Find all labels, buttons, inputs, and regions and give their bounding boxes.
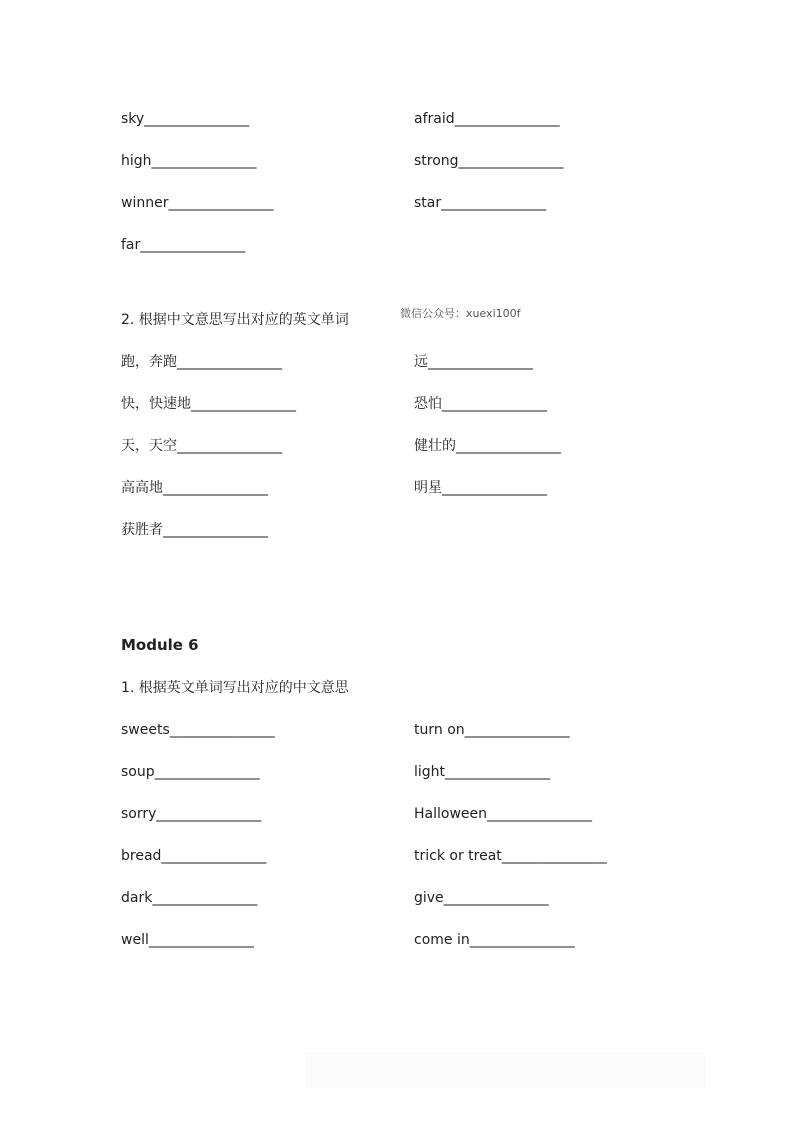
word-entry-sorry: sorry_______________: [121, 806, 262, 822]
word-entry-winner: winner_______________: [121, 195, 274, 211]
module6-heading: 1. 根据英文单词写出对应的中文意思: [121, 680, 349, 696]
word-entry-far: far_______________: [121, 237, 246, 253]
word-entry-halloween: Halloween_______________: [414, 806, 593, 822]
word-entry-sweets: sweets_______________: [121, 722, 275, 738]
word-entry-bread: bread_______________: [121, 848, 267, 864]
word-entry-sky: sky_______________: [121, 111, 250, 127]
word-entry-afraid: afraid_______________: [414, 111, 560, 127]
word-entry-winner-cn: 获胜者_______________: [121, 522, 268, 538]
word-entry-fast: 快，快速地_______________: [121, 396, 296, 412]
word-entry-high: high_______________: [121, 153, 257, 169]
word-entry-trick-or-treat: trick or treat_______________: [414, 848, 607, 864]
word-entry-soup: soup_______________: [121, 764, 260, 780]
word-entry-high-cn: 高高地_______________: [121, 480, 268, 496]
word-entry-well: well_______________: [121, 932, 254, 948]
word-entry-afraid-cn: 恐怕_______________: [414, 396, 547, 412]
word-entry-give: give_______________: [414, 890, 549, 906]
word-entry-strong: strong_______________: [414, 153, 564, 169]
word-entry-far-cn: 远_______________: [414, 354, 533, 370]
watermark-text: 微信公众号：xuexi100f: [400, 307, 521, 320]
word-entry-run: 跑，奔跑_______________: [121, 354, 282, 370]
word-entry-turn-on: turn on_______________: [414, 722, 570, 738]
module-title: Module 6: [121, 636, 199, 654]
word-entry-star: star_______________: [414, 195, 547, 211]
word-entry-dark: dark_______________: [121, 890, 258, 906]
word-entry-light: light_______________: [414, 764, 551, 780]
section2-heading: 2. 根据中文意思写出对应的英文单词: [121, 312, 349, 328]
word-entry-star-cn: 明星_______________: [414, 480, 547, 496]
faint-footer-band: [305, 1052, 705, 1088]
word-entry-strong-cn: 健壮的_______________: [414, 438, 561, 454]
word-entry-sky-cn: 天，天空_______________: [121, 438, 282, 454]
word-entry-come-in: come in_______________: [414, 932, 575, 948]
